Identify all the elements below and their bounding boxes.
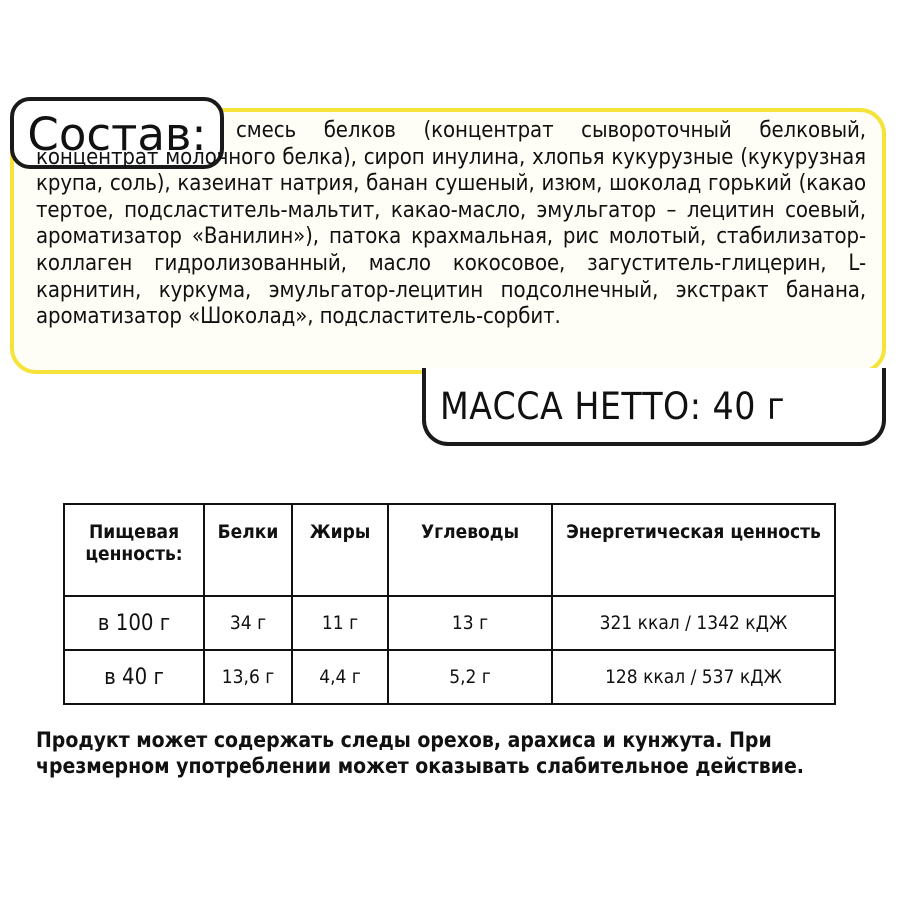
table-cell: 34 г [204, 596, 292, 650]
header-cell: Пищевая ценность: [64, 504, 204, 596]
header-cell: Белки [204, 504, 292, 596]
table-cell: 4,4 г [292, 650, 388, 704]
header-cell: Углеводы [388, 504, 552, 596]
composition-title: Состав: [27, 108, 207, 161]
table-cell: 128 ккал / 537 кДЖ [552, 650, 835, 704]
table-cell: 13,6 г [204, 650, 292, 704]
row-label: в 40 г [64, 650, 204, 704]
table-row [64, 596, 835, 650]
nutrition-table [63, 503, 836, 705]
table-row [64, 650, 835, 704]
header-cell: Энергетическая ценность [552, 504, 835, 596]
row-label: в 100 г [64, 596, 204, 650]
table-cell: 13 г [388, 596, 552, 650]
table-cell: 5,2 г [388, 650, 552, 704]
table-cell: 11 г [292, 596, 388, 650]
net-mass-label: МАССА НЕТТО: 40 г [440, 385, 785, 428]
allergen-notice: Продукт может содержать следы орехов, арахиса и кунжута. При чрезмерном употреблении может оказывать слабительное действие. [36, 728, 804, 778]
table-cell: 321 ккал / 1342 кДЖ [552, 596, 835, 650]
composition-text: смесь белков (концентрат сывороточный белковый, концентрат молочного белка), сироп инулина, хлопья кукурузные (кукурузная крупа, соль), казеинат натрия, банан сушеный, изюм, шоколад горький (какао тертое, подсластитель-мальтит, какао-масло, эмульгатор – лецитин соевый, ароматизатор «Ванилин»), патока крахмальная, рис молотый, стабилизатор-коллаген гидролизованный, масло кокосовое, загуститель-глицерин, L-карнитин, куркума, эмульгатор-лецитин подсолнечный, экстракт банана, ароматизатор «Шоколад», подсластитель-сорбит. [36, 118, 866, 330]
nutrition-header-row [64, 504, 835, 596]
header-cell: Жиры [292, 504, 388, 596]
